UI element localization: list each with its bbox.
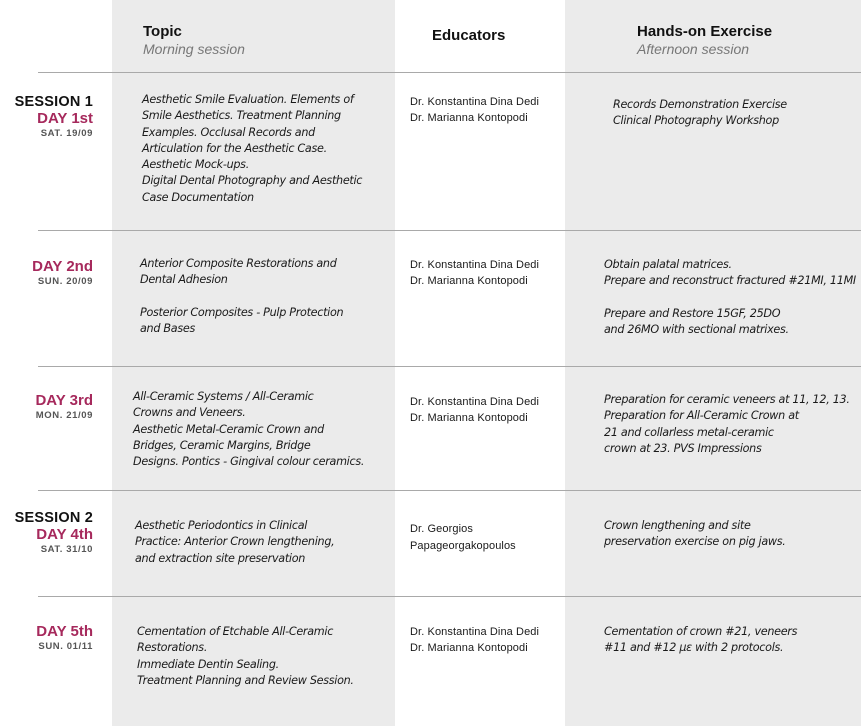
handson-cell xyxy=(604,624,797,657)
day-date: SUN. 20/09 xyxy=(37,276,93,287)
handson-line: Crown lengthening and site xyxy=(604,519,751,532)
topic-line: Practice: Anterior Crown lengthening, xyxy=(135,535,335,549)
educator-name: Dr. Konstantina Dina Dedi xyxy=(410,626,540,638)
divider-top xyxy=(38,72,861,73)
educator-name: Dr. Konstantina Dina Dedi xyxy=(410,96,540,108)
educator-name: Dr. Marianna Kontopodi xyxy=(410,274,528,287)
handson-line: preservation exercise on pig jaws. xyxy=(604,535,786,549)
handson-line: crown at 23. PVS Impressions xyxy=(604,441,762,455)
educator-name: Dr. Marianna Kontopodi xyxy=(410,641,528,654)
day-date: SUN. 01/11 xyxy=(38,641,93,652)
handson-header-title: Hands-on Exercise xyxy=(637,23,773,40)
handson-line: 21 and collarless metal-ceramic xyxy=(604,425,774,439)
topic-line: Immediate Dentin Sealing. xyxy=(137,657,279,671)
divider-1 xyxy=(38,230,861,231)
educators-header-title: Educators xyxy=(432,27,506,44)
handson-line: Preparation for All-Ceramic Crown at xyxy=(604,409,799,423)
handson-line: and 26MO with sectional matrixes. xyxy=(604,322,789,336)
topic-cell xyxy=(142,92,362,206)
topic-line: Treatment Planning and Review Session. xyxy=(137,673,354,687)
handson-cell xyxy=(613,97,787,130)
handson-line: Records Demonstration Exercise xyxy=(613,98,787,111)
educator-name: Dr. Georgios xyxy=(410,523,473,535)
topic-line: Smile Aesthetics. Treatment Planning xyxy=(142,109,341,123)
spacer xyxy=(604,290,856,306)
educators-cell xyxy=(410,395,539,426)
handson-header-subtitle: Afternoon session xyxy=(637,41,750,57)
topic-header-subtitle: Morning session xyxy=(143,41,245,57)
day-date: SAT. 31/10 xyxy=(40,544,93,555)
day-label xyxy=(0,623,93,652)
day-label xyxy=(0,258,93,287)
day-label xyxy=(0,510,93,555)
divider-2 xyxy=(38,366,861,367)
handson-line: Obtain palatal matrices. xyxy=(604,258,732,271)
educators-cell xyxy=(410,258,539,289)
session-label: SESSION 1 xyxy=(14,94,93,110)
topic-line: All-Ceramic Systems / All-Ceramic xyxy=(133,390,314,403)
handson-cell xyxy=(604,518,786,551)
session-label: SESSION 2 xyxy=(14,510,93,526)
topic-header xyxy=(143,23,245,57)
topic-cell xyxy=(133,389,364,470)
topic-line: Dental Adhesion xyxy=(140,273,228,287)
day-date: MON. 21/09 xyxy=(35,410,93,421)
day-name: DAY 1st xyxy=(37,110,93,127)
handson-line: Prepare and reconstruct fractured #21MI, 11MI xyxy=(604,274,856,288)
divider-4 xyxy=(38,596,861,597)
educator-name: Dr. Marianna Kontopodi xyxy=(410,411,528,424)
spacer xyxy=(140,289,343,305)
topic-line: Designs. Pontics - Gingival colour ceramics. xyxy=(133,455,365,469)
topic-line: Anterior Composite Restorations and xyxy=(140,257,337,270)
topic-line: Cementation of Etchable All-Ceramic xyxy=(137,625,334,638)
educator-name: Papageorgakopoulos xyxy=(410,540,516,552)
topic-line: Aesthetic Mock-ups. xyxy=(142,158,249,172)
topic-line: Articulation for the Aesthetic Case. xyxy=(142,141,327,155)
topic-line: Posterior Composites - Pulp Protection xyxy=(140,305,344,319)
day-name: DAY 4th xyxy=(36,526,93,543)
topic-cell xyxy=(135,518,334,567)
day-label xyxy=(0,392,93,421)
educator-name: Dr. Konstantina Dina Dedi xyxy=(410,259,540,271)
educators-cell xyxy=(410,521,516,555)
educators-header xyxy=(432,27,505,44)
day-label xyxy=(0,94,93,139)
educator-name: Dr. Konstantina Dina Dedi xyxy=(410,396,540,408)
topic-line: Aesthetic Metal-Ceramic Crown and xyxy=(133,422,324,436)
handson-line: #11 and #12 με with 2 protocols. xyxy=(604,641,784,655)
topic-line: Examples. Occlusal Records and xyxy=(142,125,315,139)
day-name: DAY 5th xyxy=(36,623,93,640)
handson-line: Prepare and Restore 15GF, 25DO xyxy=(604,306,781,320)
topic-header-title: Topic xyxy=(143,23,182,40)
topic-cell xyxy=(140,256,343,337)
topic-line: and Bases xyxy=(140,321,195,335)
topic-line: Case Documentation xyxy=(142,190,254,204)
day-name: DAY 2nd xyxy=(32,258,93,275)
handson-line: Cementation of crown #21, veneers xyxy=(604,625,798,638)
day-date: SAT. 19/09 xyxy=(40,128,93,139)
day-name: DAY 3rd xyxy=(35,392,93,409)
topic-line: Aesthetic Smile Evaluation. Elements of xyxy=(142,93,354,106)
handson-line: Clinical Photography Workshop xyxy=(613,114,779,128)
topic-line: Digital Dental Photography and Aesthetic xyxy=(142,174,363,188)
divider-3 xyxy=(38,490,861,491)
topic-line: Restorations. xyxy=(137,641,208,655)
handson-cell xyxy=(604,392,850,457)
educators-cell xyxy=(410,95,539,126)
educators-cell xyxy=(410,625,539,656)
topic-line: Aesthetic Periodontics in Clinical xyxy=(135,519,308,532)
topic-line: and extraction site preservation xyxy=(135,551,306,565)
educator-name: Dr. Marianna Kontopodi xyxy=(410,111,528,124)
handson-cell xyxy=(604,257,856,338)
handson-header xyxy=(637,23,772,57)
topic-line: Crowns and Veneers. xyxy=(133,406,246,420)
handson-line: Preparation for ceramic veneers at 11, 12, 13. xyxy=(604,393,850,406)
topic-cell xyxy=(137,624,354,689)
topic-line: Bridges, Ceramic Margins, Bridge xyxy=(133,438,311,452)
